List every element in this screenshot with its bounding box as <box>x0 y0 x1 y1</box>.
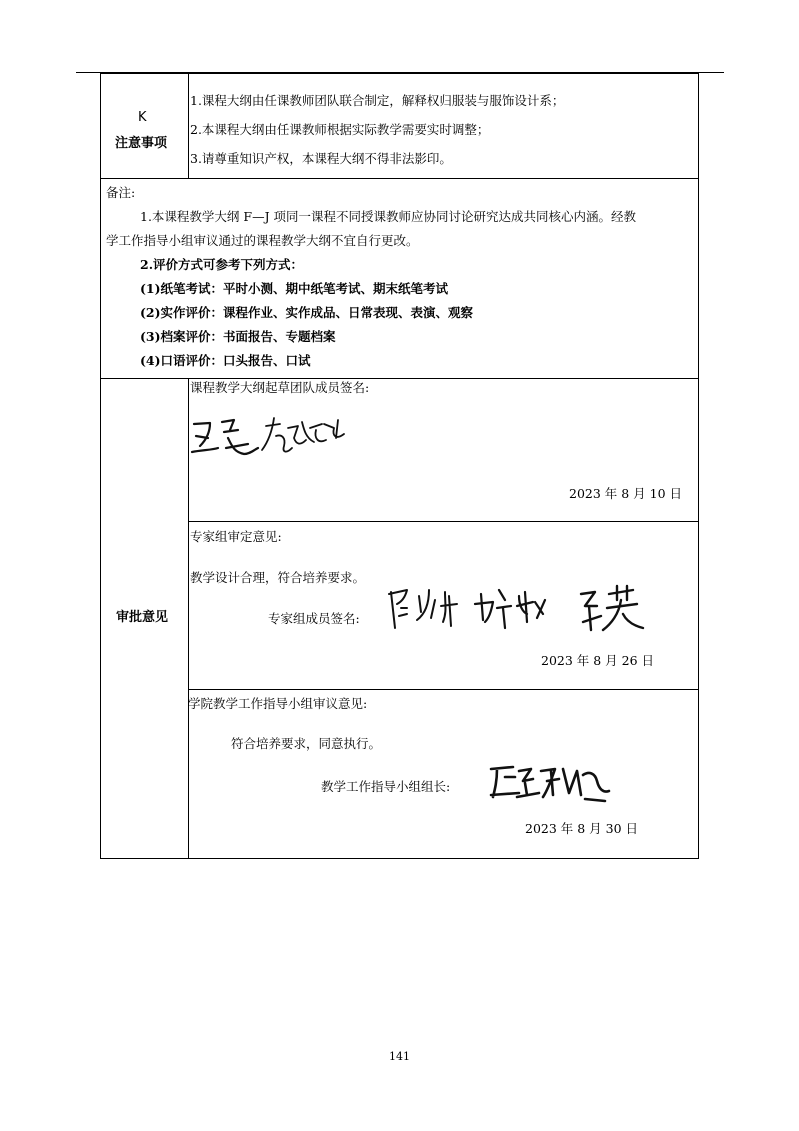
team-signature <box>188 408 358 463</box>
remarks-p1-line2: 学工作指导小组审议通过的课程教学大纲不宜自行更改。 <box>106 233 419 248</box>
expert-date: 2023 年 8 月 26 日 <box>541 653 655 668</box>
expert-title: 专家组审定意见: <box>190 529 282 544</box>
college-date: 2023 年 8 月 30 日 <box>525 821 639 836</box>
expert-opinion: 教学设计合理，符合培养要求。 <box>190 570 366 585</box>
notice-item-3: 3.请尊重知识产权，本课程大纲不得非法影印。 <box>190 151 452 166</box>
eval-item-3: (3)档案评价：书面报告、专题档案 <box>140 329 336 344</box>
notice-item-2: 2.本课程大纲由任课教师根据实际教学需要实时调整； <box>190 122 490 137</box>
expert-sign-label: 专家组成员签名: <box>268 611 360 626</box>
notice-letter: K <box>138 110 147 125</box>
eval-item-4: (4)口语评价：口头报告、口试 <box>140 353 311 368</box>
notice-item-1: 1.课程大纲由任课教师团队联合制定，解释权归服装与服饰设计系； <box>190 93 565 108</box>
college-opinion: 符合培养要求，同意执行。 <box>231 736 382 751</box>
team-date: 2023 年 8 月 10 日 <box>569 486 683 501</box>
eval-item-2: (2)实作评价：课程作业、实作成品、日常表现、表演、观察 <box>140 305 474 320</box>
team-title: 课程教学大纲起草团队成员签名: <box>190 380 370 395</box>
eval-item-1: (1)纸笔考试：平时小测、期中纸笔考试、期末纸笔考试 <box>140 281 449 296</box>
remarks-title: 备注: <box>106 185 136 200</box>
college-signature <box>485 759 615 807</box>
notice-label: 注意事项 <box>115 136 168 151</box>
review-label: 审批意见 <box>116 610 169 625</box>
college-title: 学院教学工作指导小组审议意见: <box>188 696 368 711</box>
remarks-p1-line1: 1.本课程教学大纲 F—J 项同一课程不同授课教师应协同讨论研究达成共同核心内涵。经教 <box>140 209 637 224</box>
syllabus-table <box>100 73 699 859</box>
college-sign-label: 教学工作指导小组组长: <box>321 779 451 794</box>
eval-title: 2.评价方式可参考下列方式： <box>140 257 304 272</box>
expert-signatures <box>385 578 655 640</box>
page-number: 141 <box>389 1050 410 1063</box>
